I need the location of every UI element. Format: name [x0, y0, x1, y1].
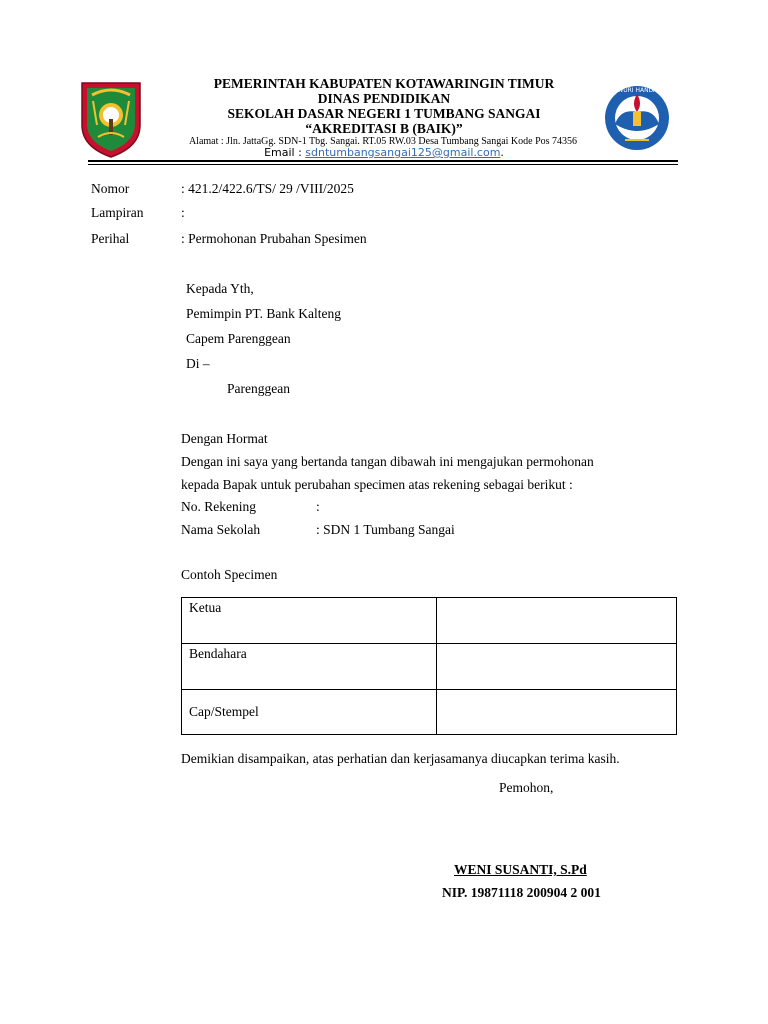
signer-name: WENI SUSANTI, S.Pd	[454, 862, 587, 877]
header-line-1: PEMERINTAH KABUPATEN KOTAWARINGIN TIMUR	[213, 76, 555, 91]
perihal-label: Perihal	[91, 231, 130, 246]
table-row	[182, 690, 677, 735]
contoh-specimen: Contoh Specimen	[181, 567, 278, 582]
letterhead-rule-thick	[88, 160, 678, 162]
paragraph-line-2: kepada Bapak untuk perubahan specimen atas rekening sebagai berikut :	[181, 477, 573, 492]
recipient-line-4: Di –	[186, 356, 210, 371]
sekolah-value: : SDN 1 Tumbang Sangai	[316, 522, 455, 537]
letterhead-rule-thin	[88, 164, 678, 165]
header-line-2: DINAS PENDIDIKAN	[317, 91, 451, 106]
tut-wuri-handayani-text: TUT WURI HANDAYANI	[603, 87, 671, 94]
email-suffix: .	[500, 146, 504, 159]
recipient-line-3: Capem Parenggean	[186, 331, 291, 346]
paragraph-line-1: Dengan ini saya yang bertanda tangan dibawah ini mengajukan permohonan	[181, 454, 594, 469]
recipient-line-1: Kepada Yth,	[186, 281, 254, 296]
rekening-label: No. Rekening	[181, 499, 256, 514]
pemohon-label: Pemohon,	[499, 780, 554, 795]
nomor-value: : 421.2/422.6/TS/ 29 /VIII/2025	[181, 181, 354, 196]
header-line-3: SEKOLAH DASAR NEGERI 1 TUMBANG SANGAI	[227, 106, 541, 121]
table-row	[182, 644, 677, 690]
table-cell-signature	[437, 598, 677, 644]
email-label: Email :	[264, 146, 306, 159]
sekolah-label: Nama Sekolah	[181, 522, 261, 537]
header-email	[0, 146, 768, 159]
lampiran-label: Lampiran	[91, 205, 144, 220]
nomor-label: Nomor	[91, 181, 130, 196]
header-address: Alamat : Jln. JattaGg. SDN-1 Tbg. Sangai. RT.05 RW.03 Desa Tumbang Sangai Kode Pos 74356	[188, 136, 578, 147]
signer-nip: NIP. 19871118 200904 2 001	[442, 885, 601, 900]
recipient-line-5: Parenggean	[227, 381, 290, 396]
table-cell-label: Bendahara	[182, 644, 437, 690]
table-cell-label: Cap/Stempel	[182, 690, 437, 735]
recipient-line-2: Pemimpin PT. Bank Kalteng	[186, 306, 341, 321]
header-line-4: “AKREDITASI B (BAIK)”	[305, 121, 463, 136]
rekening-value: :	[316, 499, 320, 514]
table-row	[182, 598, 677, 644]
table-cell-signature	[437, 644, 677, 690]
lampiran-value: :	[181, 205, 185, 220]
perihal-value: : Permohonan Prubahan Spesimen	[181, 231, 367, 246]
closing-sentence: Demikian disampaikan, atas perhatian dan kerjasamanya diucapkan terima kasih.	[181, 751, 620, 766]
greeting: Dengan Hormat	[181, 431, 268, 446]
specimen-table	[181, 597, 677, 735]
table-cell-label: Ketua	[182, 598, 437, 644]
table-cell-signature	[437, 690, 677, 735]
email-link[interactable]: sdntumbangsangai125@gmail.com	[305, 146, 501, 159]
